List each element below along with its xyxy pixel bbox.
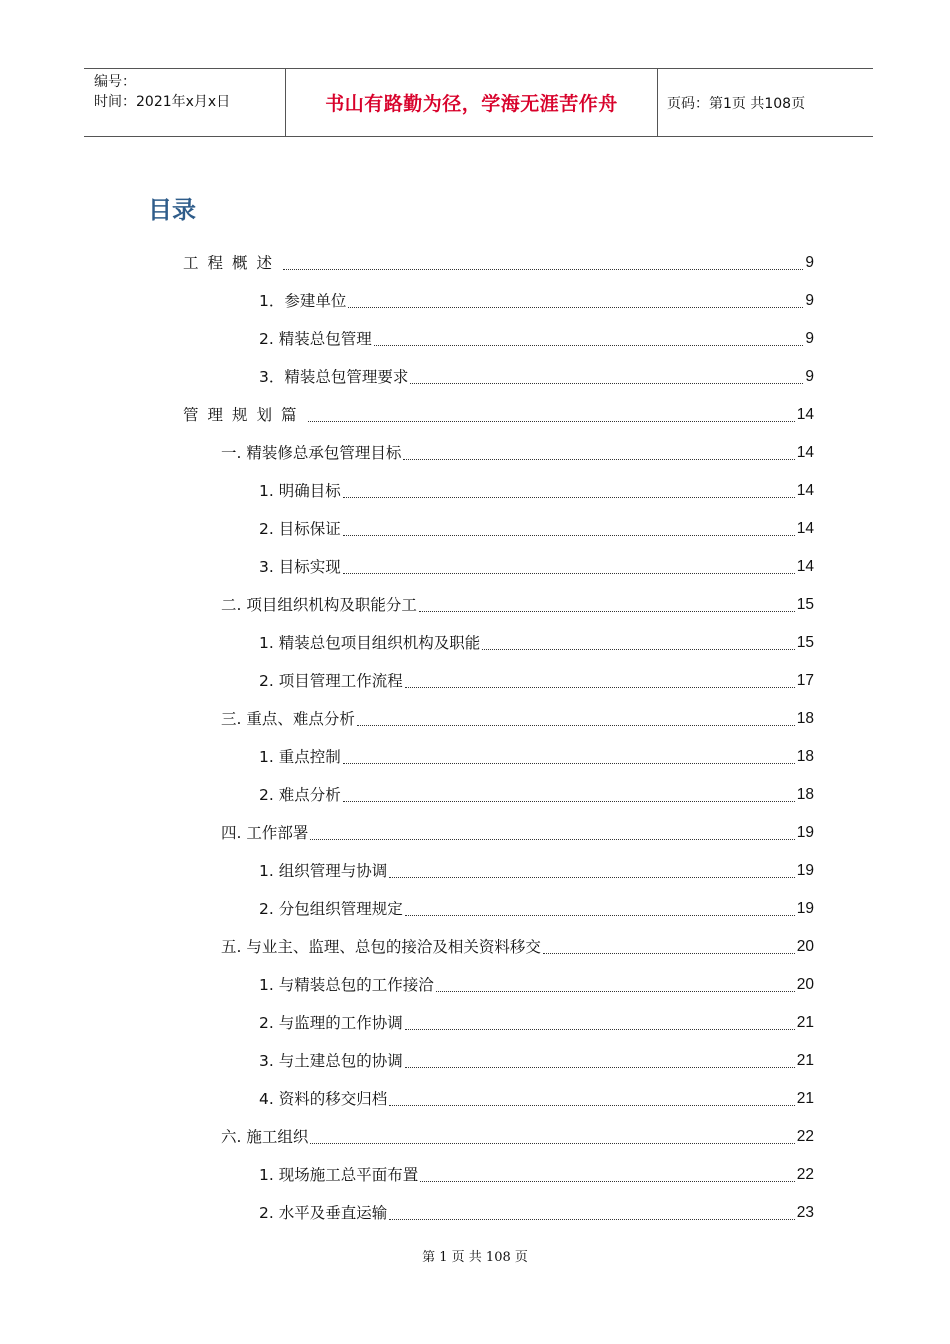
toc-entry[interactable] (259, 510, 814, 548)
toc-entry[interactable] (259, 282, 814, 320)
toc-dot-leader (374, 344, 804, 346)
toc-entry-label: 三. 重点、难点分析 (221, 710, 355, 728)
toc-entry-page: 14 (796, 558, 814, 575)
toc-entry[interactable] (259, 852, 814, 890)
toc-entry-page: 14 (796, 520, 814, 537)
header-meta (84, 69, 285, 136)
toc-dot-leader (420, 1180, 795, 1182)
toc-entry[interactable] (221, 928, 814, 966)
toc-entry-page: 21 (796, 1090, 814, 1107)
toc-entry-label: 2. 与监理的工作协调 (259, 1014, 403, 1032)
toc-entry[interactable] (259, 966, 814, 1004)
toc-dot-leader (543, 952, 795, 954)
toc-entry[interactable] (221, 700, 814, 738)
toc-dot-leader (482, 648, 795, 650)
toc-entry[interactable] (183, 396, 814, 434)
toc-dot-leader (403, 458, 794, 460)
toc-entry[interactable] (259, 548, 814, 586)
toc-dot-leader (389, 876, 795, 878)
toc-entry-label: 2. 精装总包管理 (259, 330, 372, 348)
toc-entry-label: 四. 工作部署 (221, 824, 309, 842)
toc-entry[interactable] (259, 1194, 814, 1232)
toc-dot-leader (405, 1028, 795, 1030)
toc-entry[interactable] (259, 624, 814, 662)
toc-entry-label: 2. 项目管理工作流程 (259, 672, 403, 690)
toc-entry-label: 二. 项目组织机构及职能分工 (221, 596, 417, 614)
toc-entry-label: 1. 精装总包项目组织机构及职能 (259, 634, 481, 652)
toc-entry-label: 五. 与业主、监理、总包的接洽及相关资料移交 (221, 938, 541, 956)
toc-entry[interactable] (259, 320, 814, 358)
toc-entry-label: 工程概述 (183, 254, 282, 272)
toc-entry[interactable] (259, 776, 814, 814)
toc-entry-label: 2. 水平及垂直运输 (259, 1204, 388, 1222)
page-footer: 第 1 页 共 108 页 (422, 1250, 528, 1265)
toc-entry[interactable] (259, 890, 814, 928)
document-number-label: 编号： (94, 74, 136, 90)
toc-dot-leader (357, 724, 795, 726)
toc-entry-label: 1. 与精装总包的工作接洽 (259, 976, 434, 994)
toc-entry[interactable] (221, 814, 814, 852)
toc-entry-page: 18 (796, 786, 814, 803)
toc-entry-label: 2. 分包组织管理规定 (259, 900, 403, 918)
toc-entry[interactable] (221, 1118, 814, 1156)
toc-entry-page: 9 (805, 292, 814, 309)
toc-dot-leader (389, 1104, 795, 1106)
toc-entry-page: 23 (796, 1204, 814, 1221)
toc-entry-page: 18 (796, 748, 814, 765)
toc-dot-leader (419, 610, 795, 612)
toc-entry-label: 2. 目标保证 (259, 520, 341, 538)
toc-entry-page: 9 (805, 254, 814, 271)
toc-entry[interactable] (259, 358, 814, 396)
toc-title: 目录 (148, 196, 196, 224)
toc-entry-label: 1. 现场施工总平面布置 (259, 1166, 419, 1184)
toc-entry-label: 1. 重点控制 (259, 748, 341, 766)
toc-dot-leader (405, 1066, 795, 1068)
toc-entry[interactable] (221, 434, 814, 472)
toc-entry-page: 22 (796, 1128, 814, 1145)
toc-entry-label: 1. 明确目标 (259, 482, 341, 500)
toc-entry-label: 1. 组织管理与协调 (259, 862, 388, 880)
toc-dot-leader (348, 306, 803, 308)
toc-dot-leader (405, 914, 795, 916)
toc-entry[interactable] (259, 738, 814, 776)
toc-entry-label: 3. 目标实现 (259, 558, 341, 576)
toc-entry[interactable] (259, 472, 814, 510)
toc-entry[interactable] (259, 662, 814, 700)
document-date: 时间：2021年x月x日 (94, 94, 231, 110)
toc-dot-leader (308, 420, 795, 422)
toc-dot-leader (436, 990, 795, 992)
toc-dot-leader (389, 1218, 795, 1220)
toc-entry-page: 20 (796, 938, 814, 955)
toc-entry-page: 21 (796, 1014, 814, 1031)
toc-dot-leader (343, 762, 795, 764)
toc-entry[interactable] (259, 1080, 814, 1118)
toc-entry[interactable] (259, 1156, 814, 1194)
toc-entry-label: 一. 精装修总承包管理目标 (221, 444, 402, 462)
toc-entry-page: 14 (796, 406, 814, 423)
toc-entry[interactable] (259, 1042, 814, 1080)
toc-entry-page: 19 (796, 862, 814, 879)
toc-entry[interactable] (221, 586, 814, 624)
toc-entry-page: 15 (796, 596, 814, 613)
toc-entry[interactable] (259, 1004, 814, 1042)
toc-entry-label: 3. 与土建总包的协调 (259, 1052, 403, 1070)
header-page-info: 页码：第1页 共108页 (667, 95, 806, 112)
toc-entry-page: 19 (796, 900, 814, 917)
toc-entry-page: 20 (796, 976, 814, 993)
toc-entry-page: 19 (796, 824, 814, 841)
toc-entry-page: 22 (796, 1166, 814, 1183)
toc-entry-label: 2. 难点分析 (259, 786, 341, 804)
toc-dot-leader (343, 800, 795, 802)
toc-dot-leader (405, 686, 795, 688)
toc-entry-page: 18 (796, 710, 814, 727)
toc-dot-leader (343, 534, 795, 536)
toc-entry-page: 14 (796, 444, 814, 461)
toc-entry-page: 14 (796, 482, 814, 499)
toc-entry-label: 管理规划篇 (183, 406, 306, 424)
toc-entry-label: 六. 施工组织 (221, 1128, 309, 1146)
toc-entry-page: 15 (796, 634, 814, 651)
toc-entry-page: 21 (796, 1052, 814, 1069)
toc-dot-leader (410, 382, 803, 384)
toc-dot-leader (343, 572, 795, 574)
toc-dot-leader (310, 838, 794, 840)
toc-dot-leader (310, 1142, 794, 1144)
toc-entry-label: 4. 资料的移交归档 (259, 1090, 388, 1108)
toc-dot-leader (343, 496, 795, 498)
toc-entry-page: 9 (805, 368, 814, 385)
toc-dot-leader (283, 268, 803, 270)
toc-entry-page: 17 (796, 672, 814, 689)
toc-entry-label: 1．参建单位 (259, 292, 347, 310)
toc-entry[interactable] (183, 244, 814, 282)
page-header (84, 68, 873, 137)
toc-entry-label: 3．精装总包管理要求 (259, 368, 409, 386)
header-motto: 书山有路勤为径，学海无涯苦作舟 (285, 69, 658, 136)
toc-entry-page: 9 (805, 330, 814, 347)
